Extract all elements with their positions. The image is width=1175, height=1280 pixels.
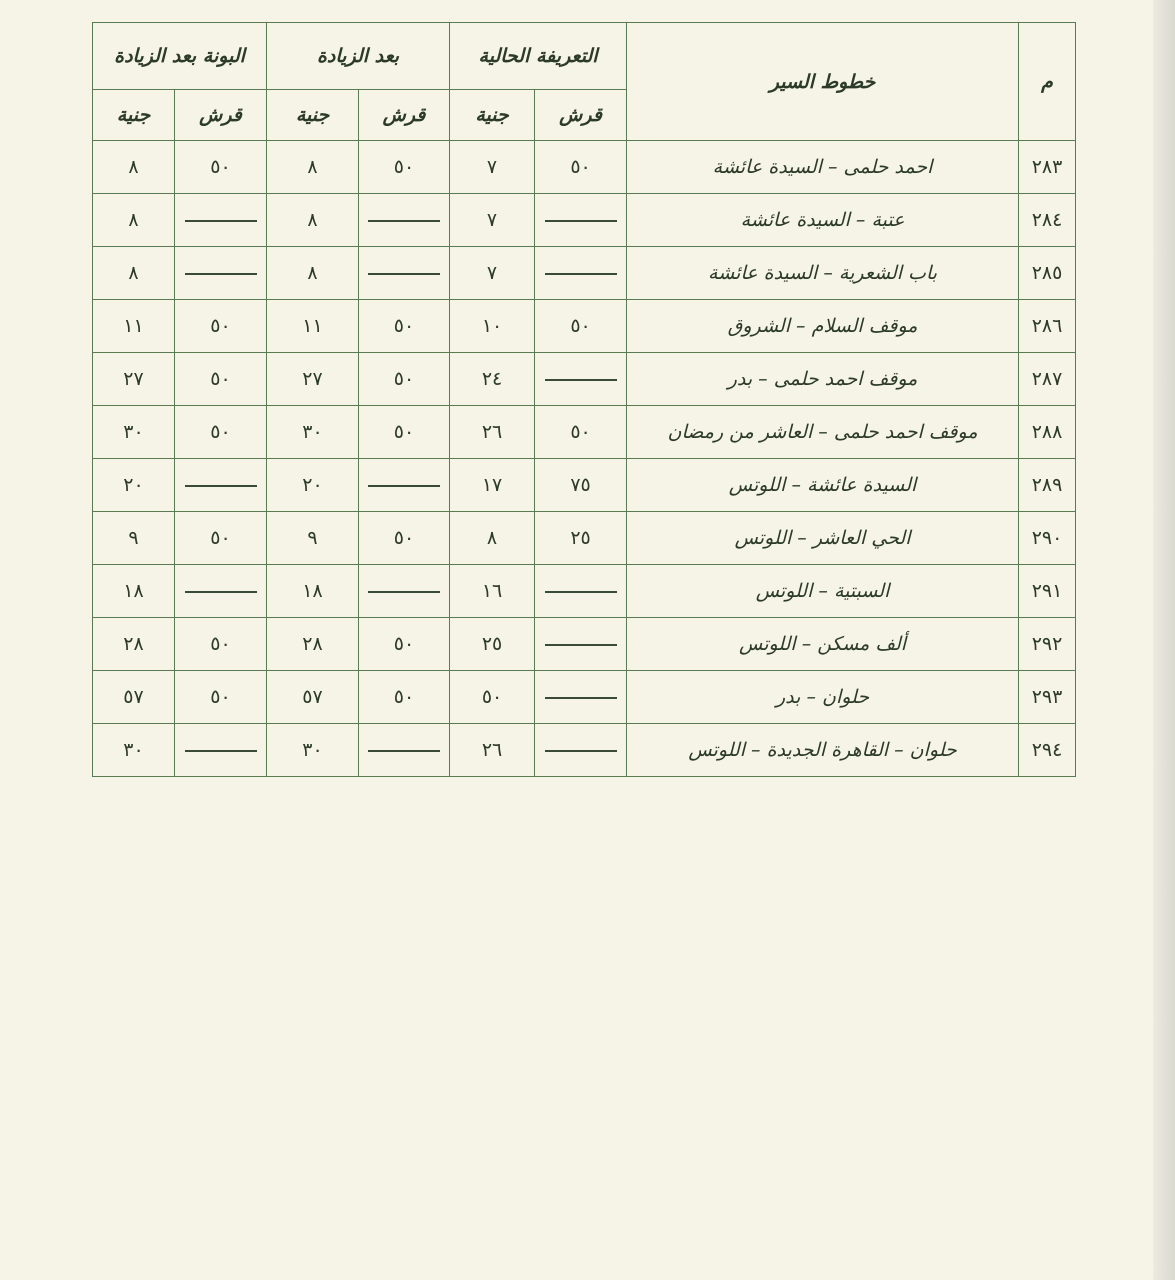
table-row (93, 565, 1076, 618)
row-index: ٢٨٤ (1019, 194, 1076, 247)
after-pound: ٣٠ (267, 724, 359, 777)
after-qirsh: ٥٠ (359, 353, 450, 406)
after-pound: ٥٧ (267, 671, 359, 724)
after-qirsh (359, 459, 450, 512)
empty-dash (185, 220, 257, 222)
empty-dash (545, 273, 617, 275)
empty-dash (368, 485, 440, 487)
after-qirsh (359, 565, 450, 618)
header-coupon-after-increase: البونة بعد الزيادة (93, 23, 267, 90)
route-name: موقف السلام – الشروق (627, 300, 1019, 353)
fare-table-body (93, 141, 1076, 777)
table-row (93, 618, 1076, 671)
empty-dash (545, 750, 617, 752)
table-row (93, 141, 1076, 194)
route-name: احمد حلمى – السيدة عائشة (627, 141, 1019, 194)
current-qirsh: ٢٥ (535, 512, 627, 565)
current-qirsh (535, 565, 627, 618)
coupon-pound: ٢٨ (93, 618, 175, 671)
current-pound: ١٦ (450, 565, 535, 618)
header-index: م (1019, 23, 1076, 141)
table-row (93, 724, 1076, 777)
current-qirsh (535, 353, 627, 406)
route-name: موقف احمد حلمى – العاشر من رمضان (627, 406, 1019, 459)
after-pound: ٣٠ (267, 406, 359, 459)
coupon-pound: ٩ (93, 512, 175, 565)
coupon-qirsh: ٥٠ (175, 300, 267, 353)
empty-dash (368, 591, 440, 593)
subheader-current-pound: جنية (450, 90, 535, 141)
route-name: الحي العاشر – اللوتس (627, 512, 1019, 565)
empty-dash (545, 644, 617, 646)
after-pound: ٢٨ (267, 618, 359, 671)
coupon-qirsh: ٥٠ (175, 618, 267, 671)
current-pound: ٥٠ (450, 671, 535, 724)
coupon-qirsh: ٥٠ (175, 671, 267, 724)
current-qirsh: ٥٠ (535, 141, 627, 194)
row-index: ٢٨٥ (1019, 247, 1076, 300)
table-row (93, 353, 1076, 406)
coupon-qirsh (175, 565, 267, 618)
after-qirsh: ٥٠ (359, 618, 450, 671)
page-edge-shadow (1153, 0, 1175, 1280)
coupon-pound: ٨ (93, 141, 175, 194)
row-index: ٢٨٨ (1019, 406, 1076, 459)
coupon-pound: ٢٧ (93, 353, 175, 406)
route-name: السبتية – اللوتس (627, 565, 1019, 618)
after-pound: ٨ (267, 194, 359, 247)
current-pound: ٢٤ (450, 353, 535, 406)
after-qirsh (359, 247, 450, 300)
current-pound: ٢٥ (450, 618, 535, 671)
subheader-after-qirsh: قرش (359, 90, 450, 141)
coupon-pound: ٨ (93, 247, 175, 300)
empty-dash (545, 379, 617, 381)
current-pound: ٢٦ (450, 406, 535, 459)
table-row (93, 406, 1076, 459)
subheader-coupon-pound: جنية (93, 90, 175, 141)
empty-dash (185, 273, 257, 275)
current-qirsh (535, 618, 627, 671)
coupon-qirsh (175, 194, 267, 247)
current-qirsh: ٧٥ (535, 459, 627, 512)
current-qirsh (535, 194, 627, 247)
empty-dash (545, 591, 617, 593)
row-index: ٢٩٢ (1019, 618, 1076, 671)
header-current-fare: التعريفة الحالية (450, 23, 627, 90)
coupon-pound: ٥٧ (93, 671, 175, 724)
coupon-qirsh: ٥٠ (175, 406, 267, 459)
row-index: ٢٨٧ (1019, 353, 1076, 406)
table-row (93, 247, 1076, 300)
after-pound: ٩ (267, 512, 359, 565)
after-qirsh: ٥٠ (359, 512, 450, 565)
row-index: ٢٨٦ (1019, 300, 1076, 353)
after-qirsh (359, 724, 450, 777)
table-row (93, 300, 1076, 353)
empty-dash (368, 220, 440, 222)
route-name: عتبة – السيدة عائشة (627, 194, 1019, 247)
header-route: خطوط السير (627, 23, 1019, 141)
after-qirsh: ٥٠ (359, 671, 450, 724)
empty-dash (185, 485, 257, 487)
coupon-pound: ١٨ (93, 565, 175, 618)
current-pound: ٧ (450, 141, 535, 194)
empty-dash (545, 220, 617, 222)
current-qirsh (535, 671, 627, 724)
after-pound: ٨ (267, 247, 359, 300)
after-qirsh: ٥٠ (359, 406, 450, 459)
route-name: السيدة عائشة – اللوتس (627, 459, 1019, 512)
after-pound: ١٨ (267, 565, 359, 618)
route-name: ألف مسكن – اللوتس (627, 618, 1019, 671)
current-qirsh (535, 247, 627, 300)
subheader-coupon-qirsh: قرش (175, 90, 267, 141)
after-pound: ٢٧ (267, 353, 359, 406)
current-pound: ٧ (450, 194, 535, 247)
coupon-pound: ٨ (93, 194, 175, 247)
table-row (93, 671, 1076, 724)
route-name: حلوان – القاهرة الجديدة – اللوتس (627, 724, 1019, 777)
empty-dash (185, 591, 257, 593)
route-name: موقف احمد حلمى – بدر (627, 353, 1019, 406)
row-index: ٢٩١ (1019, 565, 1076, 618)
route-name: باب الشعرية – السيدة عائشة (627, 247, 1019, 300)
table-row (93, 512, 1076, 565)
empty-dash (185, 750, 257, 752)
current-pound: ٢٦ (450, 724, 535, 777)
after-pound: ٢٠ (267, 459, 359, 512)
subheader-current-qirsh: قرش (535, 90, 627, 141)
header-after-increase: بعد الزيادة (267, 23, 450, 90)
empty-dash (368, 750, 440, 752)
coupon-qirsh (175, 724, 267, 777)
table-row (93, 459, 1076, 512)
row-index: ٢٨٣ (1019, 141, 1076, 194)
coupon-qirsh (175, 247, 267, 300)
current-pound: ١٧ (450, 459, 535, 512)
coupon-pound: ٢٠ (93, 459, 175, 512)
route-name: حلوان – بدر (627, 671, 1019, 724)
table-row (93, 194, 1076, 247)
current-qirsh (535, 724, 627, 777)
coupon-qirsh (175, 459, 267, 512)
current-pound: ٧ (450, 247, 535, 300)
current-pound: ١٠ (450, 300, 535, 353)
subheader-after-pound: جنية (267, 90, 359, 141)
coupon-pound: ٣٠ (93, 724, 175, 777)
current-qirsh: ٥٠ (535, 300, 627, 353)
after-qirsh: ٥٠ (359, 300, 450, 353)
coupon-qirsh: ٥٠ (175, 141, 267, 194)
row-index: ٢٩٤ (1019, 724, 1076, 777)
current-qirsh: ٥٠ (535, 406, 627, 459)
current-pound: ٨ (450, 512, 535, 565)
after-qirsh: ٥٠ (359, 141, 450, 194)
fare-table (92, 22, 1076, 777)
coupon-qirsh: ٥٠ (175, 512, 267, 565)
after-pound: ١١ (267, 300, 359, 353)
coupon-pound: ١١ (93, 300, 175, 353)
empty-dash (545, 697, 617, 699)
row-index: ٢٩٣ (1019, 671, 1076, 724)
row-index: ٢٨٩ (1019, 459, 1076, 512)
after-pound: ٨ (267, 141, 359, 194)
after-qirsh (359, 194, 450, 247)
coupon-pound: ٣٠ (93, 406, 175, 459)
coupon-qirsh: ٥٠ (175, 353, 267, 406)
row-index: ٢٩٠ (1019, 512, 1076, 565)
empty-dash (368, 273, 440, 275)
